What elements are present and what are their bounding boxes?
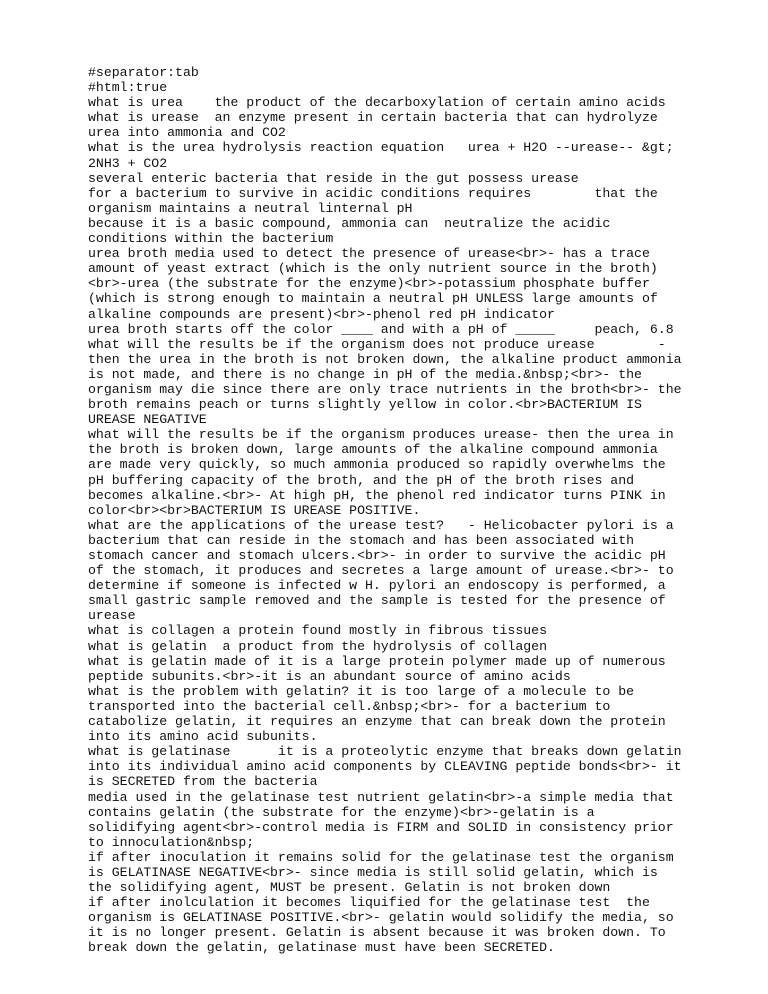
text-line-card-broth-starting-color: urea broth starts off the color ____ and with a pH of _____ peach, 6.8	[88, 321, 674, 337]
text-line-card-ammonia-basic: because it is a basic compound, ammonia can neutralize the acidic conditions within the bacterium	[88, 215, 619, 247]
text-line-card-urease: what is urease an enzyme present in certain bacteria that can hydrolyze urea into ammonia and CO2	[88, 110, 666, 141]
text-line-card-urease-applications: what are the applications of the urease test? - Helicobacter pylori is a bacterium that can reside in the stomach and has been associated with stomach cancer and stomach ulcers.<br>- in order to survive the acidic pH of the stomach, it produces and secretes a large amount of urease.<br>- to determine if someone is infected w H. pylori an endoscopy is performed, a small gastric sample removed and the sample is tested for the presence of urease	[88, 517, 682, 624]
text-line-card-urea-broth-media: urea broth media used to detect the presence of urease<br>- has a trace amount of yeast extract (which is the only nutrient source in the broth)<br>-urea (the substrate for the enzyme)<br>-potassium phosphate buffer (which is strong enough to maintain a neutral pH UNLESS large amounts of alkaline compounds are present)<br>-phenol red pH indicator	[88, 246, 666, 322]
flashcard-text-document	[88, 65, 688, 956]
text-line-html-directive: #html:true	[88, 80, 168, 96]
text-line-card-gelatin: what is gelatin a product from the hydrolysis of collagen	[88, 638, 547, 654]
text-line-separator-directive: #separator:tab	[88, 65, 199, 80]
text-line-card-reaction-equation: what is the urea hydrolysis reaction equation urea + H2O --urease-- &gt; 2NH3 + CO2	[88, 140, 682, 171]
text-line-card-urease-positive: what will the results be if the organism produces urease- then the urea in the broth is broken down, large amounts of the alkaline compound ammonia are made very quickly, so much ammonia produced so rapidly overwhelms the pH buffering capacity of the broth, and the pH of the broth rises and becomes alkaline.<br>- At high pH, the phenol red indicator turns PINK in color<br><br>BACTERIUM IS UREASE POSITIVE.	[88, 427, 682, 518]
text-line-card-collagen: what is collagen a protein found mostly in fibrous tissues	[88, 623, 547, 639]
text-line-card-gelatinase-media: media used in the gelatinase test nutrient gelatin<br>-a simple media that contains gelatin (the substrate for the enzyme)<br>-gelatin is a solidifying agent<br>-control media is FIRM and SOLID in consistency prior to innoculation&nbsp;	[88, 789, 682, 850]
text-line-card-gelatin-made-of: what is gelatin made of it is a large protein polymer made up of numerous peptide subunits.<br>-it is an abundant source of amino acids	[88, 653, 674, 684]
text-line-card-acidic-survival: for a bacterium to survive in acidic conditions requires that the organism maintains a neutral linternal pH	[88, 185, 666, 216]
text-line-card-gelatinase-positive: if after inolculation it becomes liquified for the gelatinase test the organism is GELATINASE POSITIVE.<br>- gelatin would solidify the media, so it is no longer present. Gelatin is absent because it was broken down. To break down the gelatin, gelatinase must have been SECRETED.	[88, 895, 682, 956]
text-line-card-gelatinase: what is gelatinase it is a proteolytic enzyme that breaks down gelatin into its individual amino acid components by CLEAVING peptide bonds<br>- it is SECRETED from the bacteria	[88, 744, 690, 790]
text-line-card-gelatin-problem: what is the problem with gelatin? it is too large of a molecule to be transported into the bacterial cell.&nbsp;<br>- for a bacterium to catabolize gelatin, it requires an enzyme that can break down the protein into its amino acid subunits.	[88, 683, 674, 745]
text-line-card-gelatinase-negative: if after inoculation it remains solid for the gelatinase test the organism is GELATINASE NEGATIVE<br>- since media is still solid gelatin, which is the solidifying agent, MUST be present. Gelatin is not broken down	[88, 849, 682, 896]
text-line-card-urease-negative: what will the results be if the organism does not produce urease -then the urea in the broth is not broken down, the alkaline product ammonia is not made, and there is no change in pH of the media.&nbsp;<br>- the organism may die since there are only trace nutrients in the broth<br>- the broth remains peach or turns slightly yellow in color.<br>BACTERIUM IS UREASE NEGATIVE	[88, 336, 690, 428]
text-line-card-urea: what is urea the product of the decarboxylation of certain amino acids	[88, 95, 666, 111]
text-line-card-enteric-bacteria: several enteric bacteria that reside in the gut possess urease	[88, 170, 579, 186]
